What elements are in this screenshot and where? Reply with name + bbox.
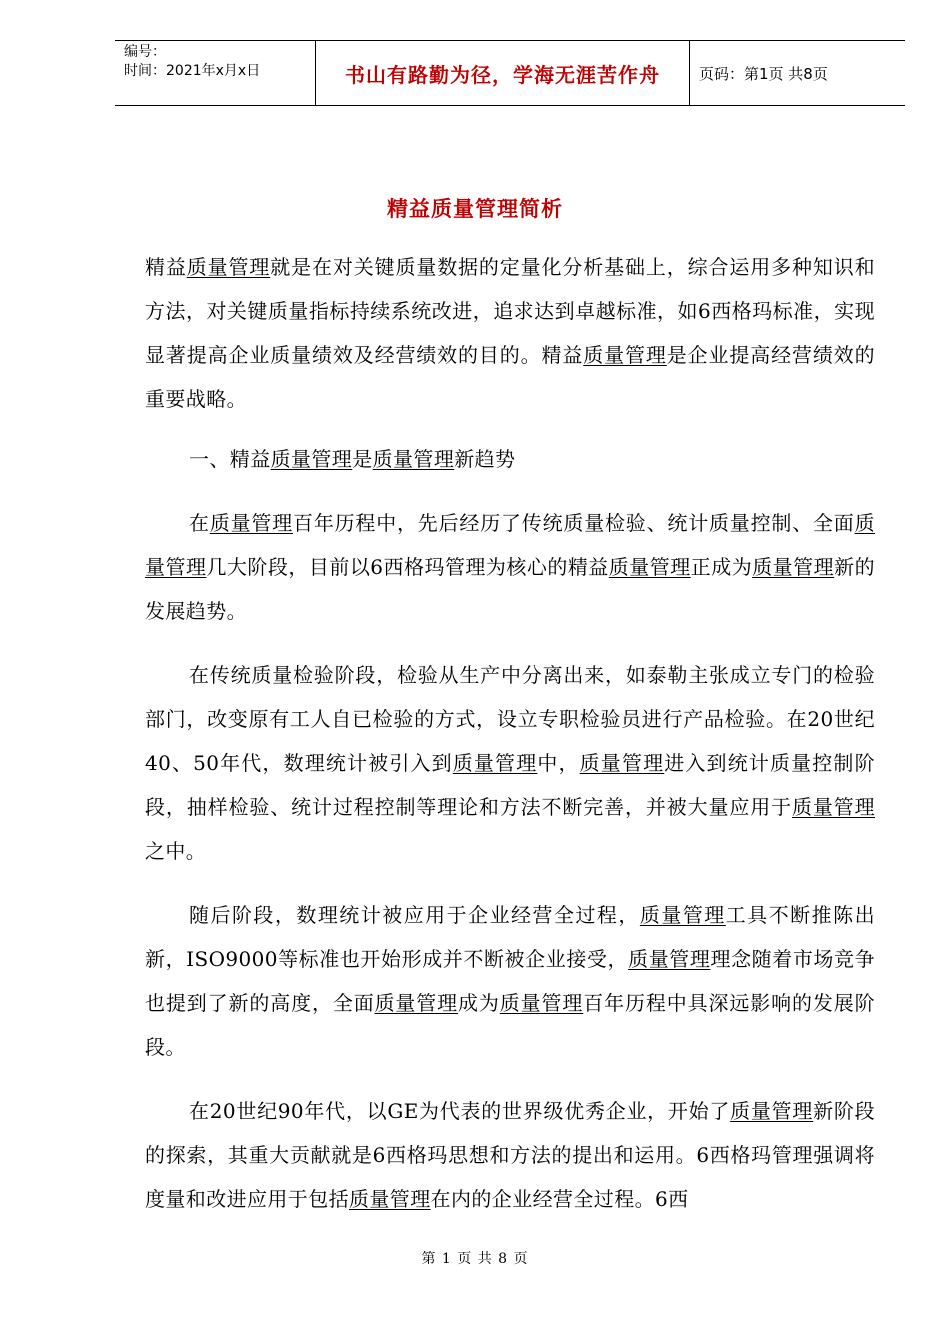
keyword-link[interactable]: 质量管理 (374, 991, 459, 1015)
paragraph-text: 几大阶段，目前以6西格玛管理为核心的精益 (206, 555, 609, 579)
header-motto: 书山有路勤为径，学海无涯苦作舟 (316, 41, 690, 105)
document-number-label: 编号： (124, 44, 166, 60)
paragraph-text: 百年历程中具深远影响的发展阶段。 (145, 991, 875, 1059)
paragraph-text: 中， (537, 751, 580, 775)
paragraph-text: 在内的企业经营全过程。6西 (430, 1187, 689, 1211)
keyword-link[interactable]: 质量管理 (270, 447, 353, 471)
paragraph-text: 在传统质量检验阶段，检验从生产中分离出来，如泰勒主张成立专门的检验部门，改变原有工人自已检验的方式，设立专职检验员进行产品检验。在20世纪40、50年代，数理统计被引入到 (145, 663, 875, 775)
paragraph-text: 新趋势 (454, 447, 516, 471)
keyword-link[interactable]: 质量管理 (499, 991, 584, 1015)
body-paragraph (145, 893, 875, 1069)
header-meta-cell (115, 41, 316, 105)
paragraph-text: 在20世纪90年代，以GE为代表的世界级优秀企业，开始了 (189, 1099, 731, 1123)
body-paragraph (145, 501, 875, 633)
keyword-link[interactable]: 质量管理 (608, 555, 691, 579)
document-body (145, 245, 875, 1241)
body-paragraph (145, 653, 875, 873)
keyword-link[interactable]: 质量管理 (579, 751, 665, 775)
keyword-link[interactable]: 质量管理 (372, 447, 455, 471)
keyword-link[interactable]: 质量管理 (628, 947, 711, 971)
body-paragraph (145, 1089, 875, 1221)
keyword-link[interactable]: 质量管理 (730, 1099, 814, 1123)
paragraph-text: 成为 (458, 991, 500, 1015)
paragraph-text: 随后阶段，数理统计被应用于企业经营全过程， (189, 903, 640, 927)
paragraph-text: 进入到统计质量控制阶段，抽样检验、统计过程控制等理论和方法不断完善，并被大量应用于 (145, 751, 875, 819)
page-footer: 第 1 页 共 8 页 (421, 1251, 529, 1267)
paragraph-text: 就是在对关键质量数据的定量化分析基础上，综合运用多种知识和方法，对关键质量指标持续系统改进，追求达到卓越标准，如6西格玛标准，实现显著提高企业质量绩效及经营绩效的目的。精益 (145, 255, 875, 367)
paragraph-text: 正成为 (690, 555, 753, 579)
keyword-link[interactable]: 质量管理 (209, 511, 294, 535)
paragraph-text: 在 (189, 511, 210, 535)
keyword-link[interactable]: 质量管理 (639, 903, 726, 927)
paragraph-text: 百年历程中，先后经历了传统质量检验、统计质量控制、全面 (293, 511, 855, 535)
document-time-label: 时间：2021年x月x日 (124, 63, 261, 79)
keyword-link[interactable]: 质量管理 (791, 795, 875, 819)
keyword-link[interactable]: 质量管理 (583, 343, 667, 367)
paragraph-text: 精益 (145, 255, 187, 279)
keyword-link[interactable]: 质量管理 (145, 511, 875, 579)
paragraph-text: 理念随着市场竞争也提到了新的高度，全面 (145, 947, 876, 1015)
document-title: 精益质量管理简析 (387, 197, 563, 221)
paragraph-text: 之中。 (145, 839, 207, 863)
body-paragraph (145, 245, 875, 421)
body-paragraph (145, 437, 875, 481)
paragraph-text: 是企业提高经营绩效的重要战略。 (145, 343, 875, 411)
keyword-link[interactable]: 质量管理 (186, 255, 271, 279)
keyword-link[interactable]: 质量管理 (349, 1187, 431, 1211)
paragraph-text: 新的发展趋势。 (145, 555, 876, 623)
header-page-info: 页码：第1页 共8页 (699, 64, 828, 83)
paragraph-text: 新阶段的探索，其重大贡献就是6西格玛思想和方法的提出和运用。6西格玛管理强调将度量和改进应用于包括 (145, 1099, 876, 1211)
keyword-link[interactable]: 质量管理 (752, 555, 835, 579)
paragraph-text: 工具不断推陈出新，ISO9000等标准也开始形成并不断被企业接受， (145, 903, 875, 971)
keyword-link[interactable]: 质量管理 (452, 751, 538, 775)
paragraph-text: 一、精益 (189, 447, 271, 471)
document-header (115, 40, 905, 106)
paragraph-text: 是 (352, 447, 373, 471)
